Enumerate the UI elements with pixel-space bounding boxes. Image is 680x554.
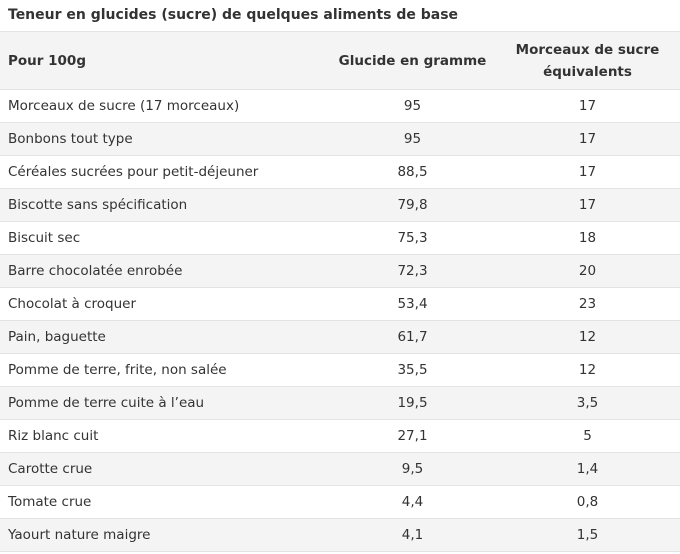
cell-sugar-cubes: 17 <box>495 189 680 222</box>
cell-sugar-cubes: 23 <box>495 288 680 321</box>
cell-sugar-cubes: 0,8 <box>495 486 680 519</box>
cell-sugar-cubes: 12 <box>495 354 680 387</box>
table-row <box>0 387 680 420</box>
cell-sugar-cubes: 17 <box>495 123 680 156</box>
cell-food: Yaourt nature maigre <box>0 519 330 552</box>
header-row <box>0 32 680 90</box>
cell-carbs: 4,4 <box>330 486 495 519</box>
cell-sugar-cubes: 17 <box>495 156 680 189</box>
cell-carbs: 61,7 <box>330 321 495 354</box>
table-row <box>0 288 680 321</box>
cell-food: Morceaux de sucre (17 morceaux) <box>0 90 330 123</box>
cell-food: Barre chocolatée enrobée <box>0 255 330 288</box>
table-row <box>0 486 680 519</box>
cell-sugar-cubes: 1,4 <box>495 453 680 486</box>
table-row <box>0 156 680 189</box>
cell-carbs: 19,5 <box>330 387 495 420</box>
cell-food: Pain, baguette <box>0 321 330 354</box>
cell-carbs: 9,5 <box>330 453 495 486</box>
table-row <box>0 189 680 222</box>
header-sugar-cubes: Morceaux de sucre équivalents <box>495 32 680 90</box>
table-body <box>0 90 680 552</box>
table-row <box>0 354 680 387</box>
table-caption: Teneur en glucides (sucre) de quelques aliments de base <box>0 0 680 31</box>
cell-carbs: 95 <box>330 123 495 156</box>
cell-food: Pomme de terre, frite, non salée <box>0 354 330 387</box>
table-row <box>0 321 680 354</box>
cell-carbs: 79,8 <box>330 189 495 222</box>
table-row <box>0 123 680 156</box>
cell-food: Chocolat à croquer <box>0 288 330 321</box>
carbohydrate-table <box>0 31 680 552</box>
cell-food: Carotte crue <box>0 453 330 486</box>
header-food: Pour 100g <box>0 32 330 90</box>
cell-food: Biscuit sec <box>0 222 330 255</box>
table-row <box>0 255 680 288</box>
table-row <box>0 420 680 453</box>
cell-sugar-cubes: 20 <box>495 255 680 288</box>
cell-carbs: 4,1 <box>330 519 495 552</box>
cell-carbs: 53,4 <box>330 288 495 321</box>
cell-sugar-cubes: 18 <box>495 222 680 255</box>
cell-food: Céréales sucrées pour petit-déjeuner <box>0 156 330 189</box>
cell-sugar-cubes: 3,5 <box>495 387 680 420</box>
cell-carbs: 95 <box>330 90 495 123</box>
cell-food: Bonbons tout type <box>0 123 330 156</box>
table-row <box>0 222 680 255</box>
cell-sugar-cubes: 17 <box>495 90 680 123</box>
table-row <box>0 453 680 486</box>
cell-carbs: 72,3 <box>330 255 495 288</box>
cell-food: Pomme de terre cuite à l’eau <box>0 387 330 420</box>
header-carbs: Glucide en gramme <box>330 32 495 90</box>
cell-carbs: 27,1 <box>330 420 495 453</box>
cell-food: Riz blanc cuit <box>0 420 330 453</box>
table-row <box>0 90 680 123</box>
cell-sugar-cubes: 1,5 <box>495 519 680 552</box>
cell-food: Tomate crue <box>0 486 330 519</box>
cell-carbs: 35,5 <box>330 354 495 387</box>
table-header <box>0 32 680 90</box>
cell-sugar-cubes: 12 <box>495 321 680 354</box>
cell-carbs: 75,3 <box>330 222 495 255</box>
table-row <box>0 519 680 552</box>
cell-sugar-cubes: 5 <box>495 420 680 453</box>
cell-food: Biscotte sans spécification <box>0 189 330 222</box>
cell-carbs: 88,5 <box>330 156 495 189</box>
